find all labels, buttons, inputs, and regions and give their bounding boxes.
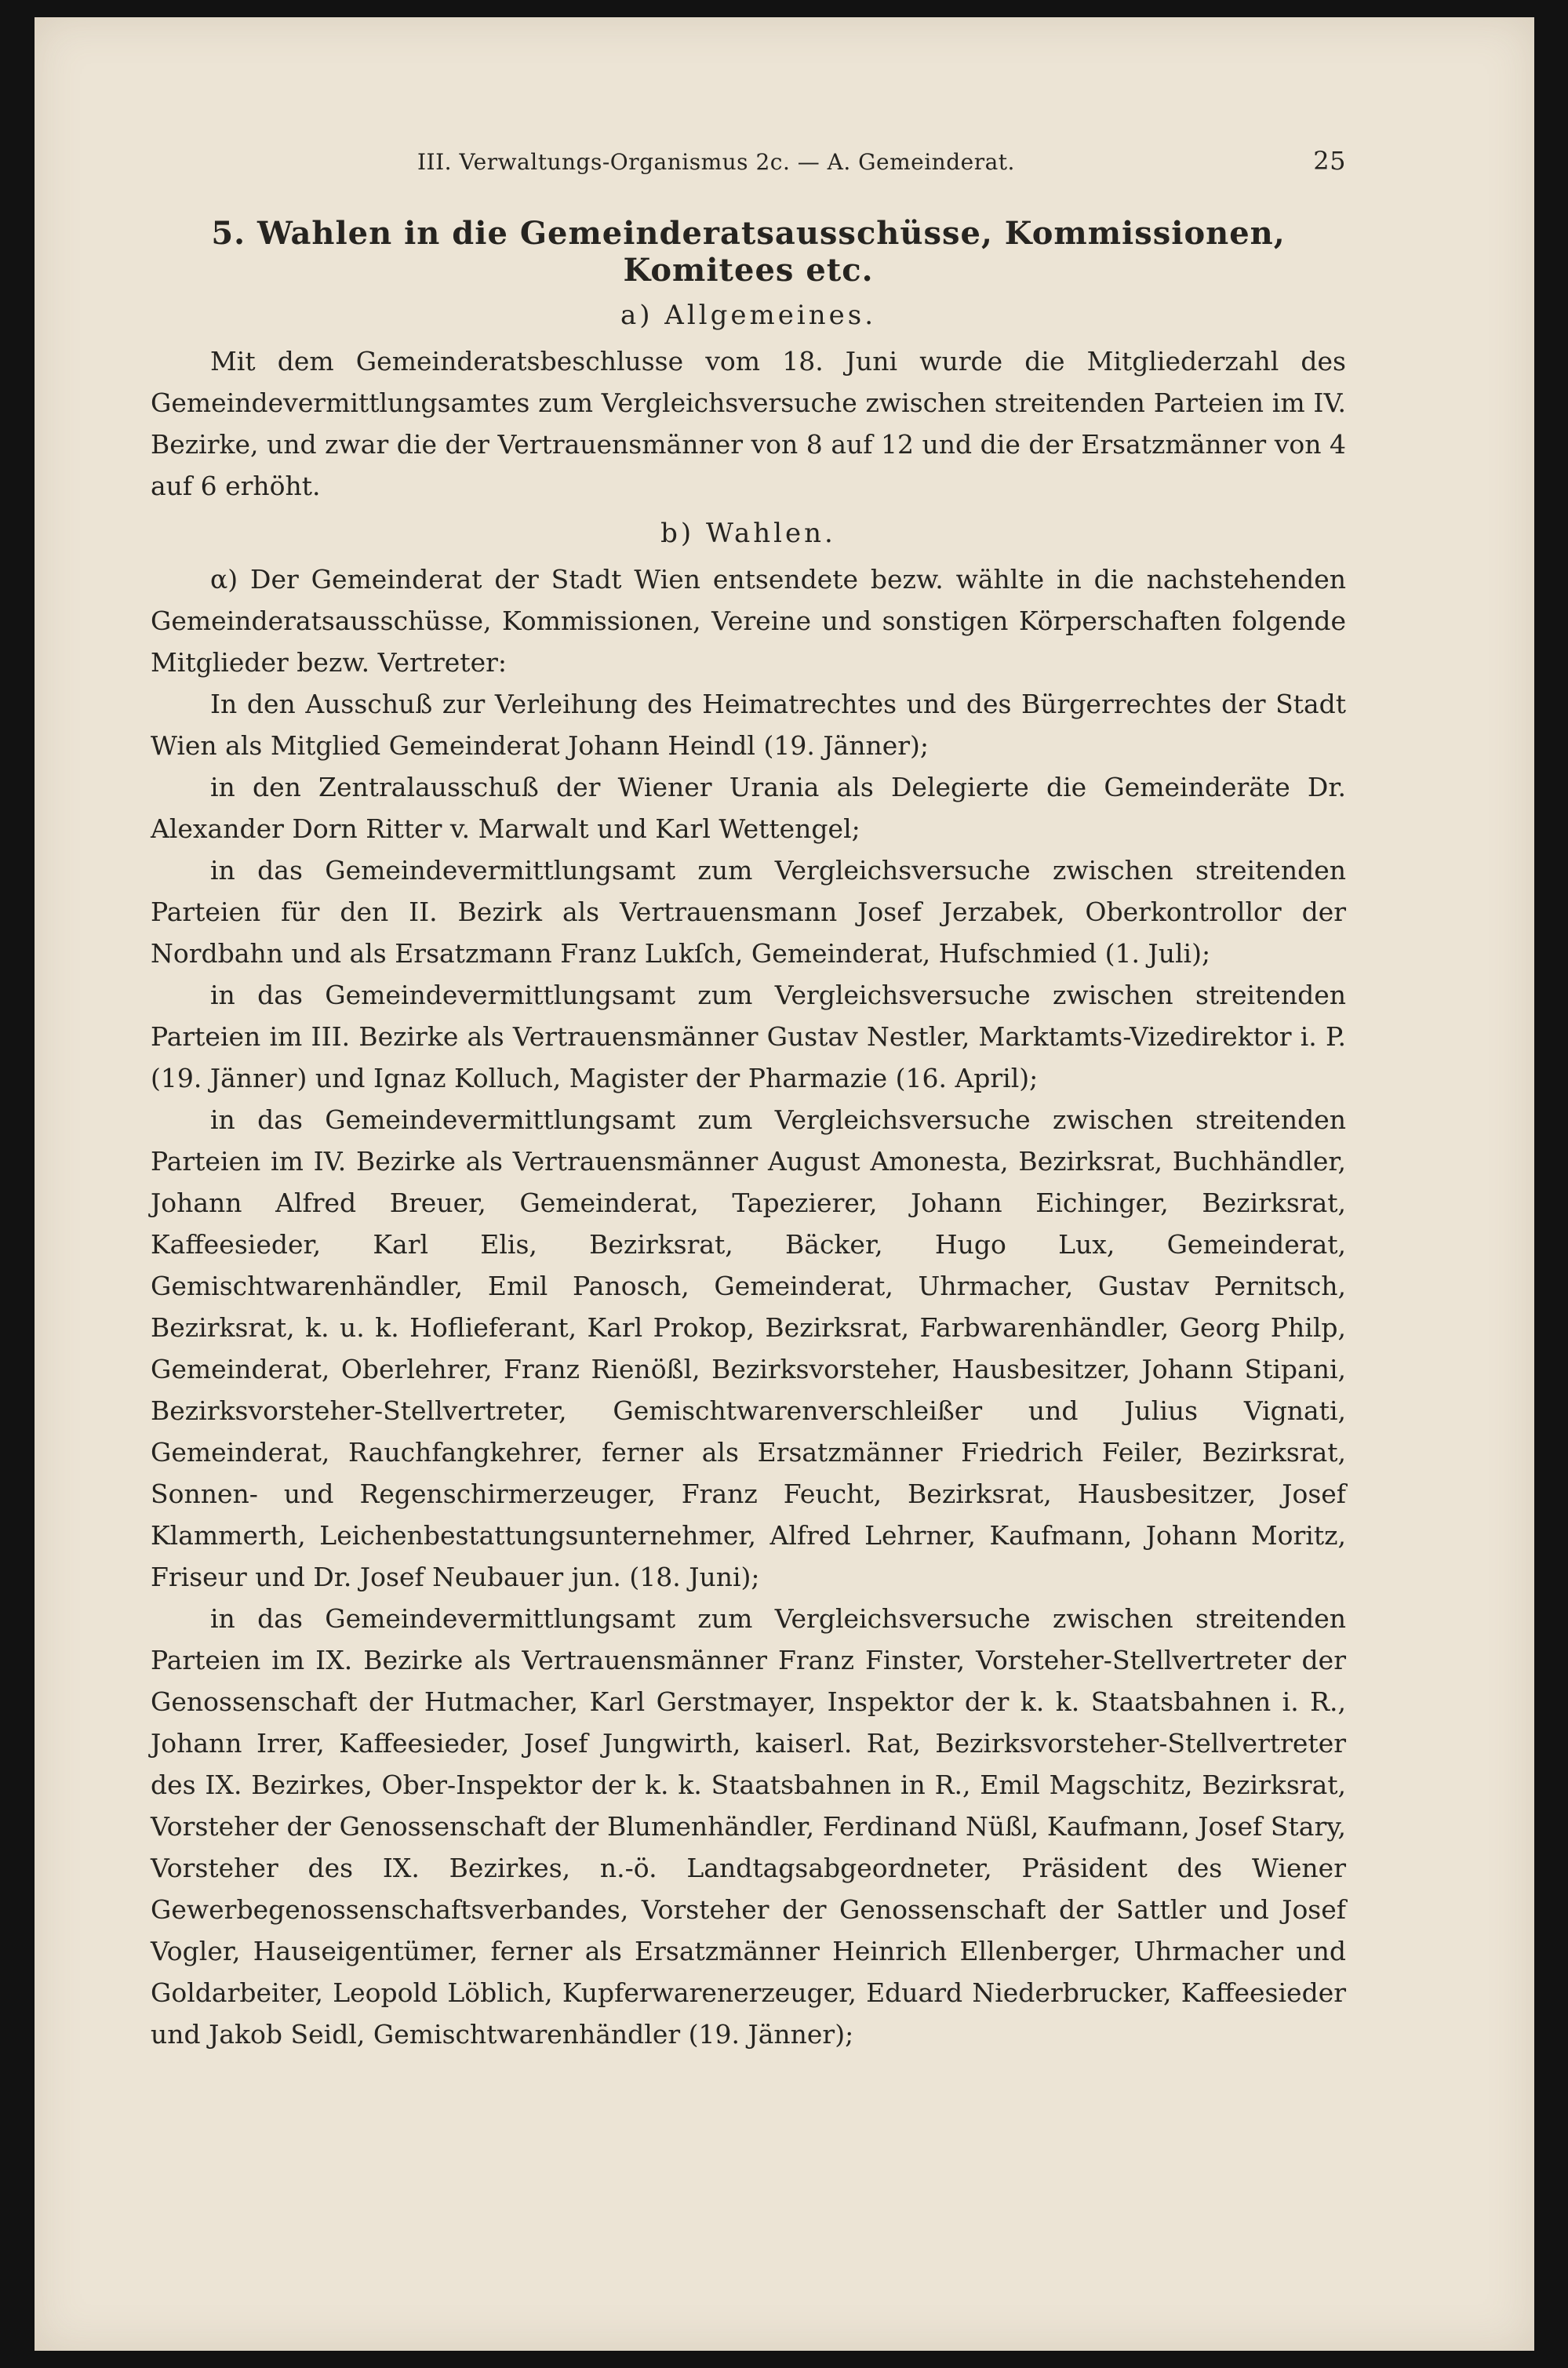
paragraph: α) Der Gemeinderat der Stadt Wien entsendete bezw. wählte in die nachstehenden Gemeinderatsausschüsse, Kommissionen, Vereine und sonstigen Körperschaften folgende Mitglieder bezw. Vertreter: xyxy=(151,564,1346,678)
section-title: 5. Wahlen in die Gemeinderatsausschüsse, Kommissionen, Komitees etc. xyxy=(211,215,1286,289)
running-head xyxy=(151,133,1346,180)
subheading-wahlen: b) Wahlen. xyxy=(660,518,836,549)
paragraph: Mit dem Gemeinderatsbeschlusse vom 18. Juni wurde die Mitgliederzahl des Gemeindevermittlungsamtes zum Vergleichsversuche zwischen streitenden Parteien im IV. Bezirke, und zwar die der Vertrauensmänner von 8 auf 12 und die der Ersatzmänner von 4 auf 6 erhöht. xyxy=(151,346,1346,501)
document-page xyxy=(35,17,1534,2351)
text-block xyxy=(151,133,1346,2055)
paragraph: in den Zentralausschuß der Wiener Urania als Delegierte die Gemeinderäte Dr. Alexander Dorn Ritter v. Marwalt und Karl Wettengel; xyxy=(151,772,1346,844)
paragraph: In den Ausschuß zur Verleihung des Heimatrechtes und des Bürgerrechtes der Stadt Wien als Mitglied Gemeinderat Johann Heindl (19. Jänner); xyxy=(151,689,1346,761)
paragraph: in das Gemeindevermittlungsamt zum Vergleichsversuche zwischen streitenden Parteien für den II. Bezirk als Vertrauensmann Josef Jerzabek, Oberkontrollor der Nordbahn und als Ersatzmann Franz Lukſch, Gemeinderat, Hufschmied (1. Juli); xyxy=(151,855,1346,969)
running-title: III. Verwaltungs-Organismus 2c. — A. Gemeinderat. xyxy=(417,149,1015,175)
page-number: 25 xyxy=(1313,146,1346,176)
subheading-allgemeines: a) Allgemeines. xyxy=(620,300,877,331)
paragraph: in das Gemeindevermittlungsamt zum Vergleichsversuche zwischen streitenden Parteien im IV. Bezirke als Vertrauensmänner August Amonesta, Bezirksrat, Buchhändler, Johann Alfred Breuer, Gemeinderat, Tapezierer, Johann Eichinger, Bezirksrat, Kaffeesieder, Karl Elis, Bezirksrat, Bäcker, Hugo Lux, Gemeinderat, Gemischtwarenhändler, Emil Panosch, Gemeinderat, Uhrmacher, Gustav Pernitsch, Bezirksrat, k. u. k. Hoflieferant, Karl Prokop, Bezirksrat, Farbwarenhändler, Georg Philp, Gemeinderat, Oberlehrer, Franz Rienößl, Bezirksvorsteher, Hausbesitzer, Johann Stipani, Bezirksvorsteher-Stellvertreter, Gemischtwarenverschleißer und Julius Vignati, Gemeinderat, Rauchfangkehrer, ferner als Ersatzmänner Friedrich Feiler, Bezirksrat, Sonnen- und Regenschirmerzeuger, Franz Feucht, Bezirksrat, Hausbesitzer, Josef Klammerth, Leichenbestattungsunternehmer, Alfred Lehrner, Kaufmann, Johann Moritz, Friseur und Dr. Josef Neubauer jun. (18. Juni); xyxy=(151,1104,1346,1592)
paragraph: in das Gemeindevermittlungsamt zum Vergleichsversuche zwischen streitenden Parteien im III. Bezirke als Vertrauensmänner Gustav Nestler, Marktamts-Vizedirektor i. P. (19. Jänner) und Ignaz Kolluch, Magister der Pharmazie (16. April); xyxy=(151,980,1346,1093)
paragraph: in das Gemeindevermittlungsamt zum Vergleichsversuche zwischen streitenden Parteien im IX. Bezirke als Vertrauensmänner Franz Finster, Vorsteher-Stellvertreter der Genossenschaft der Hutmacher, Karl Gerstmayer, Inspektor der k. k. Staatsbahnen i. R., Johann Irrer, Kaffeesieder, Josef Jungwirth, kaiserl. Rat, Bezirksvorsteher-Stellvertreter des IX. Bezirkes, Ober-Inspektor der k. k. Staatsbahnen in R., Emil Magschitz, Bezirksrat, Vorsteher der Genossenschaft der Blumenhändler, Ferdinand Nüßl, Kaufmann, Josef Stary, Vorsteher des IX. Bezirkes, n.-ö. Landtagsabgeordneter, Präsident des Wiener Gewerbegenossenschaftsverbandes, Vorsteher der Genossenschaft der Sattler und Josef Vogler, Hauseigentümer, ferner als Ersatzmänner Heinrich Ellenberger, Uhrmacher und Goldarbeiter, Leopold Löblich, Kupferwarenerzeuger, Eduard Niederbrucker, Kaffeesieder und Jakob Seidl, Gemischtwarenhändler (19. Jänner); xyxy=(151,1603,1346,2050)
